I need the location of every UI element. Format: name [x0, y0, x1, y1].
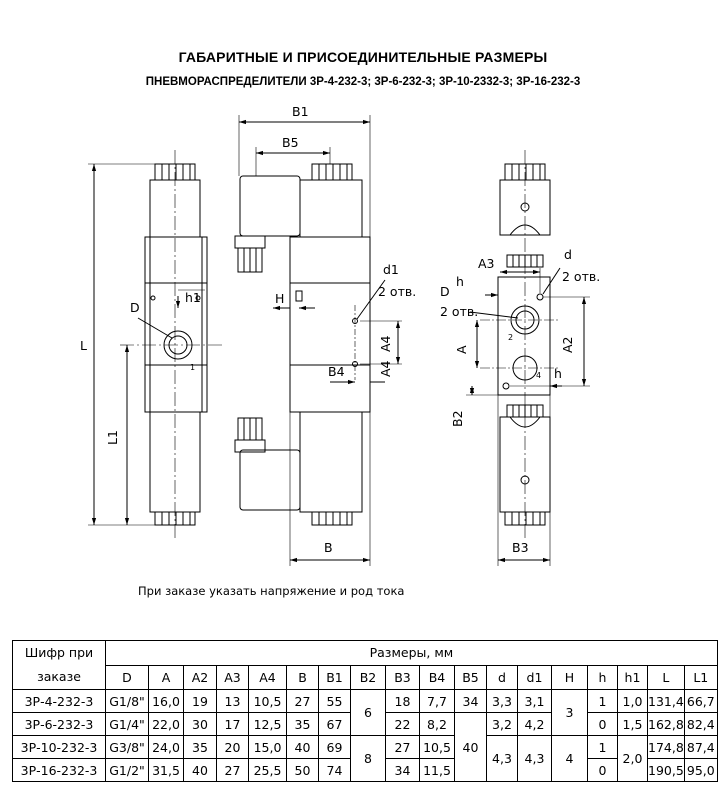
cell: 3Р-16-232-3	[13, 759, 106, 782]
cell: 34	[455, 690, 487, 713]
label-a: A	[454, 345, 469, 354]
col-header: H	[552, 665, 588, 690]
cell: 66,7	[684, 690, 717, 713]
cell: 40	[455, 713, 487, 782]
label-holes-right-d: 2 отв.	[440, 304, 479, 319]
cell: 10,5	[420, 736, 455, 759]
col-header: L1	[684, 665, 717, 690]
cell: 7,7	[420, 690, 455, 713]
technical-drawing	[0, 95, 726, 575]
label-b3: B3	[512, 540, 529, 555]
col-header: A2	[184, 665, 217, 690]
cell: 55	[319, 690, 351, 713]
table-row	[13, 736, 718, 759]
cell: 10,5	[249, 690, 287, 713]
col-header: A3	[217, 665, 249, 690]
col-header: B1	[319, 665, 351, 690]
col-header: d	[487, 665, 518, 690]
cell: 4	[552, 736, 588, 782]
cell: 35	[287, 713, 319, 736]
col-header: L	[648, 665, 685, 690]
label-b4: B4	[328, 364, 345, 379]
cell: 31,5	[149, 759, 184, 782]
cell: 20	[217, 736, 249, 759]
col-header: d1	[518, 665, 552, 690]
cell: 4,2	[518, 713, 552, 736]
cell: 131,4	[648, 690, 685, 713]
col-header: B3	[386, 665, 420, 690]
cell: 3	[552, 690, 588, 736]
cell: 3Р-10-232-3	[13, 736, 106, 759]
cell: 190,5	[648, 759, 685, 782]
label-a3: A3	[478, 256, 495, 271]
cell: G1/8"	[106, 690, 149, 713]
cell: 8	[351, 736, 386, 782]
cell: 34	[386, 759, 420, 782]
cell: 69	[319, 736, 351, 759]
label-port-2: 2	[508, 333, 514, 342]
label-d-small: d	[564, 247, 572, 262]
cell: 6	[351, 690, 386, 736]
cell: G1/2"	[106, 759, 149, 782]
cell: 0	[588, 759, 618, 782]
label-a4-2: A4	[378, 360, 393, 377]
drawing-title: ГАБАРИТНЫЕ И ПРИСОЕДИНИТЕЛЬНЫЕ РАЗМЕРЫ	[178, 49, 548, 65]
cell: 1,0	[618, 690, 648, 713]
cell: 40	[184, 759, 217, 782]
cell: 1,5	[618, 713, 648, 736]
cell: 82,4	[684, 713, 717, 736]
cell: 1	[588, 736, 618, 759]
table-row	[13, 690, 718, 713]
cell: 17	[217, 713, 249, 736]
cell: 174,8	[648, 736, 685, 759]
col-header: B5	[455, 665, 487, 690]
col-header: B	[287, 665, 319, 690]
label-port-1: 1	[190, 363, 196, 372]
label-b: B	[324, 540, 333, 555]
col-header: D	[106, 665, 149, 690]
header-code-cell: Шифр при заказе	[13, 641, 106, 690]
middle-view	[235, 115, 402, 566]
label-a4-1: A4	[378, 335, 393, 352]
cell: 15,0	[249, 736, 287, 759]
cell: 22,0	[149, 713, 184, 736]
label-holes-middle: 2 отв.	[378, 284, 417, 299]
cell: 19	[184, 690, 217, 713]
col-header: h1	[618, 665, 648, 690]
cell: 35	[184, 736, 217, 759]
cell: 3,3	[487, 690, 518, 713]
cell: G1/4"	[106, 713, 149, 736]
cell: 1	[588, 690, 618, 713]
label-h-upper: H	[275, 291, 285, 306]
cell: G3/8"	[106, 736, 149, 759]
cell: 27	[217, 759, 249, 782]
order-note: При заказе указать напряжение и род тока	[138, 584, 405, 598]
cell: 3,1	[518, 690, 552, 713]
left-view	[88, 150, 225, 540]
cell: 74	[319, 759, 351, 782]
cell: 4,3	[487, 736, 518, 782]
label-h1: h1	[185, 290, 201, 305]
col-header: B2	[351, 665, 386, 690]
cell: 2,0	[618, 736, 648, 782]
cell: 67	[319, 713, 351, 736]
col-header: A4	[249, 665, 287, 690]
label-port-4: 4	[536, 371, 542, 380]
cell: 12,5	[249, 713, 287, 736]
cell: 95,0	[684, 759, 717, 782]
label-b5: B5	[282, 135, 299, 150]
label-holes-right-top: 2 отв.	[562, 269, 601, 284]
cell: 22	[386, 713, 420, 736]
cell: 50	[287, 759, 319, 782]
label-h-right-bottom: h	[554, 366, 562, 381]
cell: 27	[287, 690, 319, 713]
cell: 87,4	[684, 736, 717, 759]
label-l1: L1	[105, 430, 120, 445]
cell: 13	[217, 690, 249, 713]
col-header: h	[588, 665, 618, 690]
label-d-left: D	[130, 300, 140, 315]
drawing-subtitle: ПНЕВМОРАСПРЕДЕЛИТЕЛИ 3Р-4-232-3; 3Р-6-232-3; 3Р-10-2332-3; 3Р-16-232-3	[145, 76, 581, 88]
cell: 4,3	[518, 736, 552, 782]
label-b1: B1	[292, 104, 309, 119]
cell: 3Р-4-232-3	[13, 690, 106, 713]
cell: 3,2	[487, 713, 518, 736]
cell: 25,5	[249, 759, 287, 782]
cell: 27	[386, 736, 420, 759]
label-h-right-top: h	[456, 274, 464, 289]
dimensions-table	[12, 640, 718, 782]
header-dims-cell: Размеры, мм	[106, 641, 718, 666]
cell: 18	[386, 690, 420, 713]
cell: 0	[588, 713, 618, 736]
cell: 8,2	[420, 713, 455, 736]
label-l: L	[80, 338, 87, 353]
col-header: A	[149, 665, 184, 690]
right-view	[466, 150, 590, 566]
cell: 30	[184, 713, 217, 736]
col-header: B4	[420, 665, 455, 690]
cell: 40	[287, 736, 319, 759]
label-d1: d1	[383, 262, 399, 277]
cell: 3Р-6-232-3	[13, 713, 106, 736]
cell: 11,5	[420, 759, 455, 782]
label-a2: A2	[560, 336, 575, 353]
cell: 16,0	[149, 690, 184, 713]
cell: 162,8	[648, 713, 685, 736]
label-d-right: D	[440, 284, 450, 299]
label-b2: B2	[450, 410, 465, 427]
cell: 24,0	[149, 736, 184, 759]
